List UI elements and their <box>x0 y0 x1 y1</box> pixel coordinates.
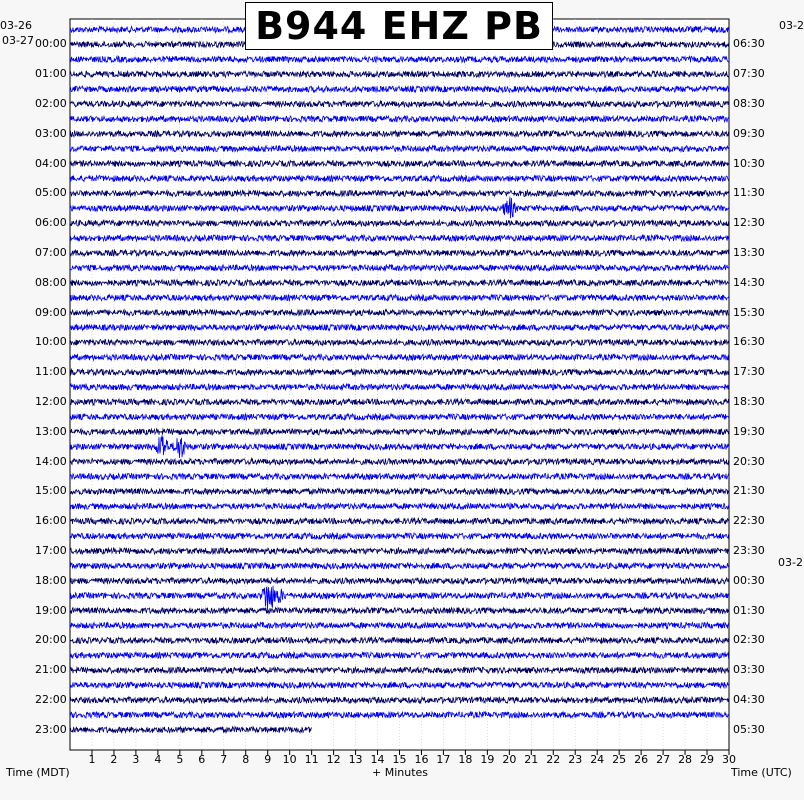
x-tick-label: 30 <box>722 753 736 766</box>
x-tick-label: 20 <box>502 753 517 766</box>
left-hour-label: 11:00 <box>35 365 67 379</box>
right-hour-label: 23:30 <box>733 544 765 557</box>
right-hour-label: 05:30 <box>733 722 765 736</box>
x-tick-label: 25 <box>612 753 627 766</box>
x-tick-label: 15 <box>392 753 407 766</box>
left-hour-label: 18:00 <box>35 573 67 587</box>
right-hour-label: 04:30 <box>733 693 765 706</box>
x-tick-label: 27 <box>656 753 671 766</box>
right-hour-label: 14:30 <box>733 275 765 289</box>
x-tick-label: 9 <box>264 753 272 766</box>
x-tick-label: 2 <box>110 753 118 766</box>
left-hour-label: 04:00 <box>35 156 67 170</box>
x-tick-label: 8 <box>242 753 250 766</box>
x-tick-label: 6 <box>198 753 206 766</box>
left-hour-label: 21:00 <box>35 663 67 677</box>
right-hour-label: 07:30 <box>733 67 765 81</box>
left-hour-label: 03:00 <box>35 126 67 140</box>
x-tick-label: 17 <box>436 753 451 766</box>
x-tick-label: 26 <box>634 753 649 766</box>
left-hour-label: 09:00 <box>35 305 67 319</box>
x-tick-label: 7 <box>220 753 228 766</box>
right-hour-label: 08:30 <box>733 97 765 110</box>
right-hour-label: 21:30 <box>733 484 765 498</box>
x-tick-label: 1 <box>88 753 96 766</box>
x-tick-label: 18 <box>458 753 473 766</box>
right-hour-label: 22:30 <box>733 514 765 528</box>
x-tick-label: 24 <box>590 753 605 766</box>
x-tick-label: 3 <box>132 753 140 766</box>
left-hour-label: 00:00 <box>35 37 67 51</box>
x-tick-label: 12 <box>326 753 341 766</box>
right-date-label-mid: 03-2 <box>778 556 803 569</box>
left-hour-label: 01:00 <box>35 67 67 81</box>
right-hour-label: 13:30 <box>733 246 765 259</box>
right-hour-label: 15:30 <box>733 305 765 319</box>
left-hour-label: 07:00 <box>35 246 67 259</box>
x-tick-label: 29 <box>700 753 715 766</box>
x-axis-label: + Minutes <box>372 766 429 779</box>
left-hour-label: 19:00 <box>35 603 67 617</box>
left-hour-label: 10:00 <box>35 335 67 349</box>
left-hour-label: 17:00 <box>35 544 67 557</box>
right-hour-label: 10:30 <box>733 156 765 170</box>
x-tick-label: 13 <box>348 753 363 766</box>
x-tick-label: 23 <box>568 753 583 766</box>
right-hour-label: 03:30 <box>733 663 765 677</box>
x-tick-label: 16 <box>414 753 429 766</box>
right-hour-label: 02:30 <box>733 633 765 647</box>
x-tick-label: 22 <box>546 753 561 766</box>
right-hour-label: 06:30 <box>733 37 765 51</box>
chart-title: B944 EHZ PB <box>255 4 543 48</box>
right-hour-label: 11:30 <box>733 186 765 200</box>
x-tick-label: 4 <box>154 753 162 766</box>
left-hour-label: 05:00 <box>35 186 67 200</box>
right-axis-label: Time (UTC) <box>731 766 792 779</box>
x-tick-label: 19 <box>480 753 495 766</box>
right-hour-label: 00:30 <box>733 573 765 587</box>
right-hour-label: 19:30 <box>733 424 765 438</box>
x-tick-label: 28 <box>678 753 693 766</box>
left-hour-label: 08:00 <box>35 275 67 289</box>
x-tick-label: 10 <box>282 753 297 766</box>
left-hour-label: 02:00 <box>35 97 67 110</box>
x-tick-label: 5 <box>176 753 184 766</box>
right-hour-label: 09:30 <box>733 126 765 140</box>
x-tick-label: 21 <box>524 753 539 766</box>
left-hour-label: 15:00 <box>35 484 67 498</box>
right-hour-label: 01:30 <box>733 603 765 617</box>
right-hour-label: 12:30 <box>733 216 765 230</box>
left-date-label-top: 03-26 <box>0 19 32 32</box>
left-hour-label: 12:00 <box>35 395 67 408</box>
right-hour-label: 18:30 <box>733 395 765 408</box>
left-hour-label: 20:00 <box>35 633 67 647</box>
chart-title-box <box>245 2 553 50</box>
right-hour-label: 16:30 <box>733 335 765 349</box>
left-hour-label: 06:00 <box>35 216 67 230</box>
right-date-label-top: 03-2 <box>779 19 804 32</box>
right-hour-label: 20:30 <box>733 454 765 468</box>
left-hour-label: 14:00 <box>35 454 67 468</box>
left-hour-label: 16:00 <box>35 514 67 528</box>
left-hour-label: 22:00 <box>35 693 67 706</box>
left-date-label-first: 03-27 <box>2 34 34 47</box>
left-hour-label: 13:00 <box>35 424 67 438</box>
right-hour-label: 17:30 <box>733 365 765 379</box>
x-tick-label: 14 <box>370 753 385 766</box>
left-axis-label: Time (MDT) <box>6 766 70 779</box>
x-tick-label: 11 <box>304 753 319 766</box>
left-hour-label: 23:00 <box>35 722 67 736</box>
